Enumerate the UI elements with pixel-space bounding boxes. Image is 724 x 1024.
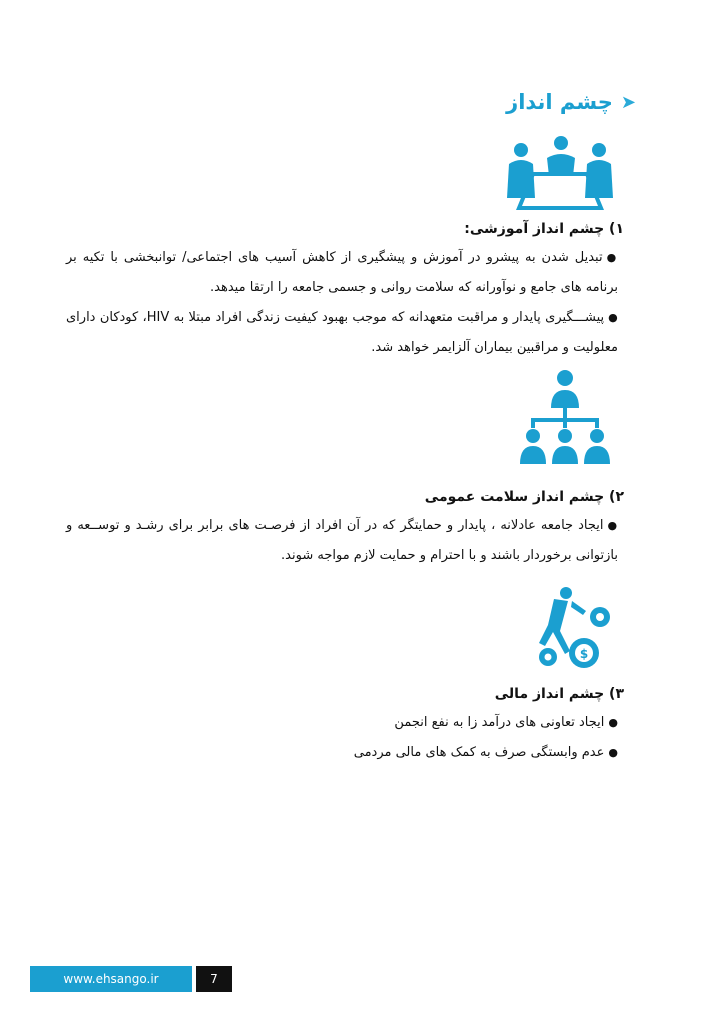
org-chart-icon <box>517 368 613 466</box>
section-3-item-2: ●عدم وابستگی صرف به کمک های مالی مردمی <box>353 745 618 760</box>
business-growth-icon <box>536 587 616 671</box>
arrow-bullet-icon: ➤ <box>620 91 636 113</box>
section-3-item-1: ●ایجاد تعاونی های درآمد زا به نفع انجمن <box>394 715 618 730</box>
footer-page-number: 7 <box>196 966 232 992</box>
section-1-heading: ۱) چشم انداز آموزشی: <box>464 221 624 237</box>
section-2-item-1: ●ایجاد جامعه عادلانه ، پایدار و حمایتگر که در آن افراد از فرصـت های برابر برای رشـد و توســعه و بازتوانی برخوردار باشند و با احترام و حمایت لازم مواجه شوند. <box>66 518 618 563</box>
bullet-icon: ● <box>608 746 618 759</box>
section-1-item-1: ●تبدیل شدن به پیشرو در آموزش و پیشگیری از کاهش آسیب های اجتماعی/ توانبخشی با تکیه بر برنامه های جامع و نوآورانه که سلامت روانی و جسمی جامعه را ارتقا میدهد. <box>66 250 618 295</box>
page-title <box>506 90 636 114</box>
bullet-icon: ● <box>608 716 618 729</box>
bullet-icon: ● <box>608 311 618 324</box>
bullet-icon: ● <box>607 519 618 532</box>
section-2-heading: ۲) چشم انداز سلامت عمومی <box>424 489 624 505</box>
footer-website-link[interactable]: www.ehsango.ir <box>30 966 192 992</box>
section-3-heading: ۳) چشم انداز مالی <box>494 686 624 702</box>
bullet-icon: ● <box>606 251 618 264</box>
section-1-item-2: ●پیشـــگیری پایدار و مراقبت متعهدانه که موجب بهبود کیفیت زندگی افراد مبتلا به HIV، کودکان دارای معلولیت و مراقبین بیماران آلزایمر خواهد شد. <box>66 310 618 355</box>
page-title-text: چشم انداز <box>506 90 613 114</box>
svg-text:$: $ <box>579 647 589 661</box>
meeting-icon <box>503 136 617 210</box>
